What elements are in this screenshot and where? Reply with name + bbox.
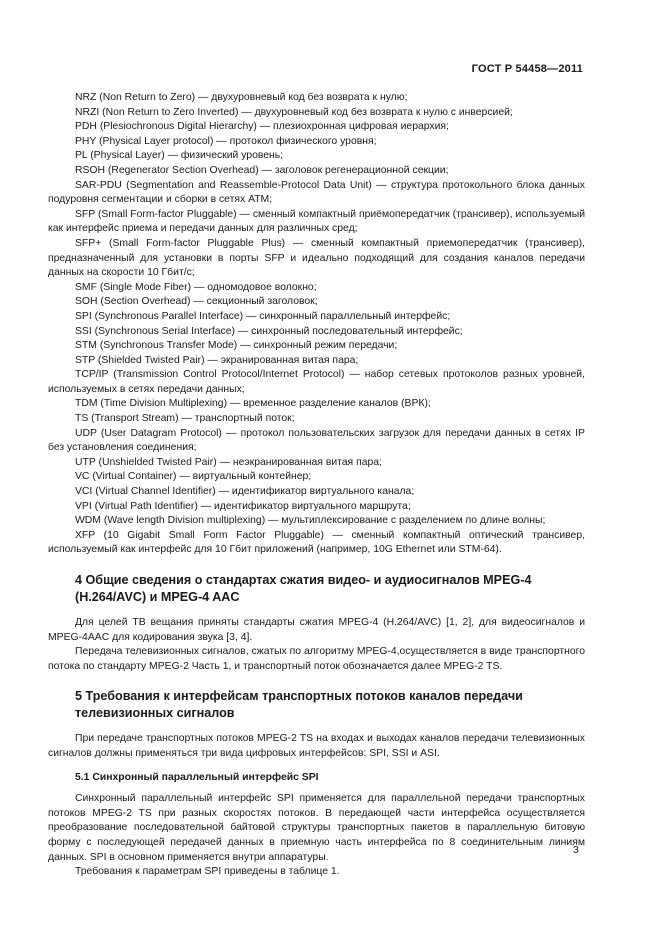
section-5-heading: 5 Требования к интерфейсам транспортных потоков каналов передачи телевизионных сигналов: [75, 689, 523, 720]
abbreviation-item: UDP (User Datagram Protocol) — протокол пользовательских загрузок для передачи данных в сетях IP без установления соединения;: [48, 427, 585, 454]
abbreviation-item: NRZI (Non Return to Zero Inverted) — двухуровневый код без возврата к нулю с инверсией;: [75, 106, 513, 118]
abbreviation-item: SFP+ (Small Form-factor Pluggable Plus) — сменный компактный приемопередатчик (трансивер), предназначенный для установки в порты SFP и идеально подходящий для создания каналов передачи данных на скорости 10 Гбит/с;: [48, 237, 585, 279]
abbreviation-item: WDM (Wave length Division multiplexing) — мультиплексирование с разделением по длине волны;: [75, 515, 546, 527]
abbreviation-item: SMF (Single Mode Fiber) — одномодовое волокно;: [75, 281, 317, 293]
abbreviation-item: VC (Virtual Container) — виртуальный контейнер;: [75, 471, 312, 483]
abbreviation-item: TS (Transport Stream) — транспортный поток;: [75, 413, 295, 425]
section-5-1-heading: 5.1 Синхронный параллельный интерфейс SPI: [75, 771, 319, 783]
abbreviation-item: SPI (Synchronous Parallel Interface) — синхронный параллельный интерфейс;: [75, 310, 451, 322]
abbreviation-item: VPI (Virtual Path Identifier) — идентификатор виртуального маршрута;: [75, 500, 411, 512]
abbreviation-item: TDM (Time Division Multiplexing) — временное разделение каналов (ВРК);: [75, 398, 431, 410]
section-5-1-paragraph: Синхронный параллельный интерфейс SPI применяется для параллельной передачи транспортных потоков MPEG-2 TS при разных скоростях потоков. В передающей части интерфейса осуществляется преобразование последовательной байтовой структуры транспортных пакетов в параллельную битовую форму с последующей передачей данных в приемную часть интерфейса по 8 соединительным линиям данных. SPI в основном применяется внутри аппаратуры.: [48, 793, 585, 863]
abbreviation-item: PHY (Physical Layer protocol) — протокол физического уровня;: [75, 135, 377, 147]
abbreviation-item: UTP (Unshielded Twisted Pair) — неэкранированная витая пара;: [75, 456, 382, 468]
abbreviation-item: VCI (Virtual Channel Identifier) — идентификатор виртуального канала;: [75, 486, 415, 498]
page-content: [48, 91, 585, 880]
abbreviations-list: [48, 91, 585, 558]
abbreviation-item: RSOH (Regenerator Section Overhead) — заголовок регенерационной секции;: [75, 164, 449, 176]
abbreviation-item: SOH (Section Overhead) — секционный заголовок;: [75, 296, 318, 308]
abbreviation-item: STM (Synchronous Transfer Mode) — синхронный режим передачи;: [75, 340, 398, 352]
abbreviation-item: PDH (Plesiochronous Digital Hierarchy) — плезиохронная цифровая иерархия;: [75, 121, 449, 133]
abbreviation-item: STP (Shielded Twisted Pair) — экранированная витая пара;: [75, 354, 359, 366]
section-4-paragraph: Для целей ТВ вещания приняты стандарты сжатия MPEG-4 (H.264/AVC) [1, 2], для видеосигналов и MPEG-4AAC для кодирования звука [3, 4].: [48, 617, 585, 643]
abbreviation-item: XFP (10 Gigabit Small Form Factor Pluggable) — сменный компактный оптический трансивер, используемый как интерфейс для 10 Гбит приложений (например, 10G Ethernet или STM-64).: [48, 529, 585, 556]
abbreviation-item: SSI (Synchronous Serial Interface) — синхронный последовательный интерфейс;: [75, 325, 463, 337]
page-number: 3: [573, 845, 579, 856]
abbreviation-item: SAR-PDU (Segmentation and Reassemble-Protocol Data Unit) — структура протокольного блока данных подуровня сегментации и сборки в сетях АТМ;: [48, 179, 585, 206]
document-id: ГОСТ Р 54458—2011: [471, 63, 583, 75]
section-5-paragraph: При передаче транспортных потоков MPEG-2 TS на входах и выходах каналов передачи телевизионных сигналов должны применяться три вида цифровых интерфейсов: SPI, SSI и ASI.: [48, 733, 585, 759]
section-4-paragraph: Передача телевизионных сигналов, сжатых по алгоритму MPEG-4,осуществляется в виде транспортного потока по стандарту MPEG-2 Часть 1, и транспортный поток обозначается далее MPEG-2 TS.: [48, 646, 585, 672]
abbreviation-item: NRZ (Non Return to Zero) — двухуровневый код без возврата к нулю;: [75, 92, 408, 103]
section-4-heading: 4 Общие сведения о стандартах сжатия видео- и аудиосигналов MPEG-4 (H.264/AVC) и MPEG-4 AAC: [75, 573, 532, 604]
abbreviation-item: PL (Physical Layer) — физический уровень;: [75, 150, 284, 162]
section-5-1-paragraph: Требования к параметрам SPI приведены в таблице 1.: [75, 866, 340, 878]
abbreviation-item: TCP/IP (Transmission Control Protocol/Internet Protocol) — набор сетевых протоколов разных уровней, используемых в сетях передачи данных;: [48, 369, 585, 395]
abbreviation-item: SFP (Small Form-factor Pluggable) — сменный компактный приёмопередатчик (трансивер), используемый как интерфейс приема и передачи данных для различных сред;: [48, 208, 585, 235]
